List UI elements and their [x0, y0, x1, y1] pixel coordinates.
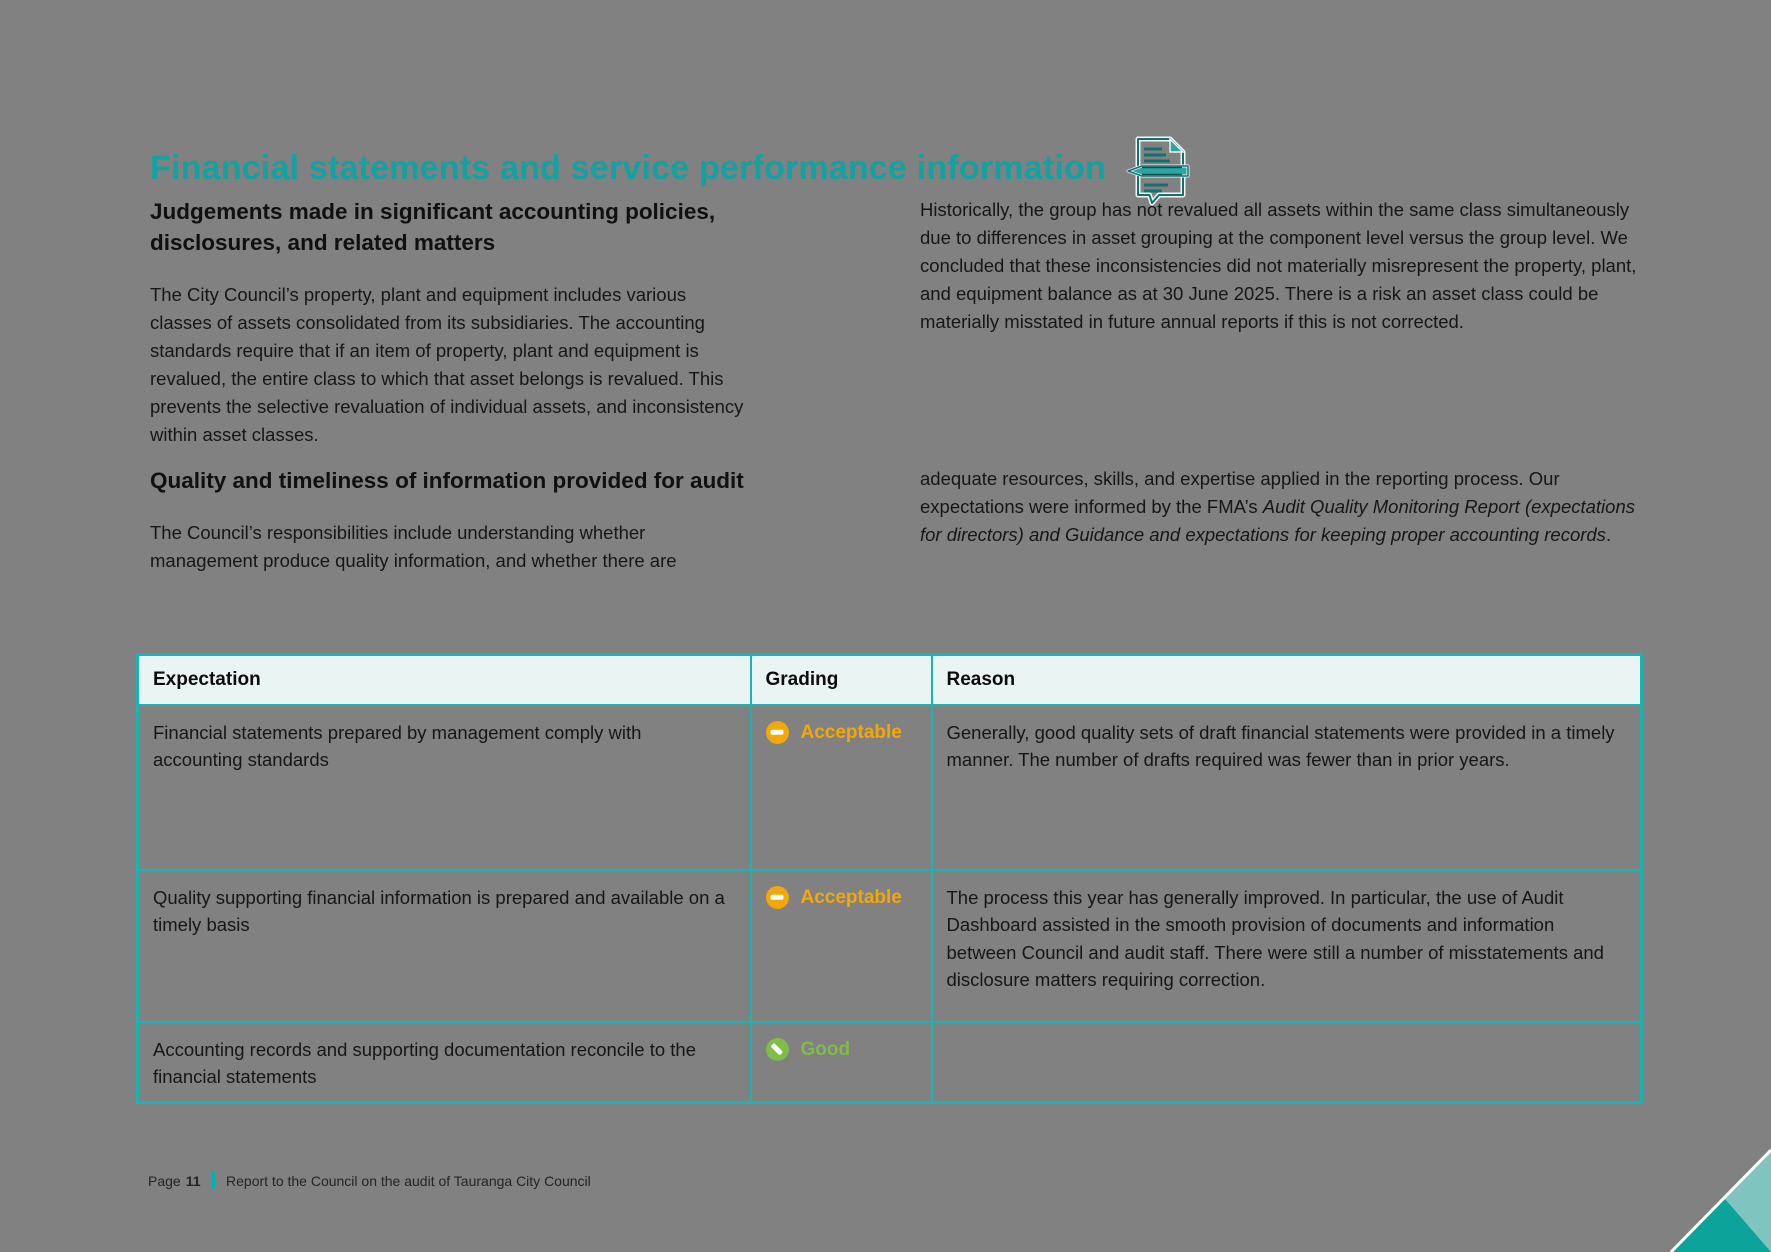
minus-circle-icon [766, 886, 789, 909]
italic-citation: Audit Quality Monitoring Report (expectations for directors) and Guidance and expectations for keeping proper accounting records [920, 496, 1635, 545]
right-column-section-2 [920, 465, 1638, 575]
expectation-cell: Financial statements prepared by management comply with accounting standards [138, 705, 751, 870]
expectation-grading-table [136, 653, 1643, 1104]
grading-cell [751, 1022, 932, 1103]
page-title: Financial statements and service performance information [150, 148, 1106, 187]
reason-cell: Generally, good quality sets of draft financial statements were provided in a timely manner. The number of drafts required was fewer than in prior years. [932, 705, 1642, 870]
two-column-text [150, 196, 1638, 575]
grading-label: Good [800, 1038, 851, 1060]
table-row [138, 870, 1642, 1022]
right-column-section-1 [920, 196, 1638, 465]
column-header-grading: Grading [751, 655, 932, 705]
expectation-cell: Quality supporting financial information is prepared and available on a timely basis [138, 870, 751, 1022]
grading-cell [751, 705, 932, 870]
paragraph-text: . [1605, 524, 1612, 545]
grading-cell [751, 870, 932, 1022]
page-footer [148, 1172, 591, 1189]
minus-circle-icon [766, 721, 789, 744]
body-paragraph: The City Council’s property, plant and equipment includes various classes of assets consolidated from its subsidiaries. The accounting standards require that if an item of property, plant and equipment is revalued, the entire class to which that asset belongs is revalued. This prevents the selective revaluation of individual assets, and inconsistency within asset classes. [150, 284, 744, 445]
report-title-label: Report to the Council on the audit of Tauranga City Council [226, 1172, 591, 1189]
table-row [138, 1022, 1642, 1103]
expectation-cell: Accounting records and supporting documentation reconcile to the financial statements [138, 1022, 751, 1103]
corner-triangle-graphic [1600, 1080, 1771, 1252]
paragraph-text: adequate resources, skills, and expertise applied in the reporting process. Our expectations were informed by the FMA’s [920, 468, 1560, 517]
grading-label: Acceptable [800, 721, 902, 743]
section-heading-judgements: Judgements made in significant accounting policies, disclosures, and related matters [150, 199, 716, 255]
footer-separator-bar [212, 1172, 216, 1189]
body-paragraph [920, 465, 1638, 549]
left-column-section-2 [150, 465, 750, 575]
grading-label: Acceptable [800, 886, 902, 908]
table-row [138, 705, 1642, 870]
reason-cell: The process this year has generally improved. In particular, the use of Audit Dashboard assisted in the smooth provision of documents and information between Council and audit staff. There were still a number of misstatements and disclosure matters requiring correction. [932, 870, 1642, 1022]
page-number-label: Page 11 [148, 1172, 201, 1189]
column-header-expectation: Expectation [138, 655, 751, 705]
column-header-reason: Reason [932, 655, 1642, 705]
body-paragraph: Historically, the group has not revalued all assets within the same class simultaneously due to differences in asset grouping at the component level versus the group level. We concluded that these inconsistencies did not materially misrepresent the property, plant, and equipment balance as at 30 June 2025. There is a risk an asset class could be materially misstated in future annual reports if this is not corrected. [920, 199, 1637, 332]
slash-circle-icon [766, 1038, 789, 1061]
section-heading-quality: Quality and timeliness of information provided for audit [150, 468, 744, 493]
reason-cell [932, 1022, 1642, 1103]
page-header [150, 130, 1192, 206]
body-paragraph: The Council’s responsibilities include understanding whether management produce quality information, and whether there are [150, 522, 677, 571]
left-column-section-1 [150, 196, 750, 465]
table-header-row [138, 655, 1642, 705]
